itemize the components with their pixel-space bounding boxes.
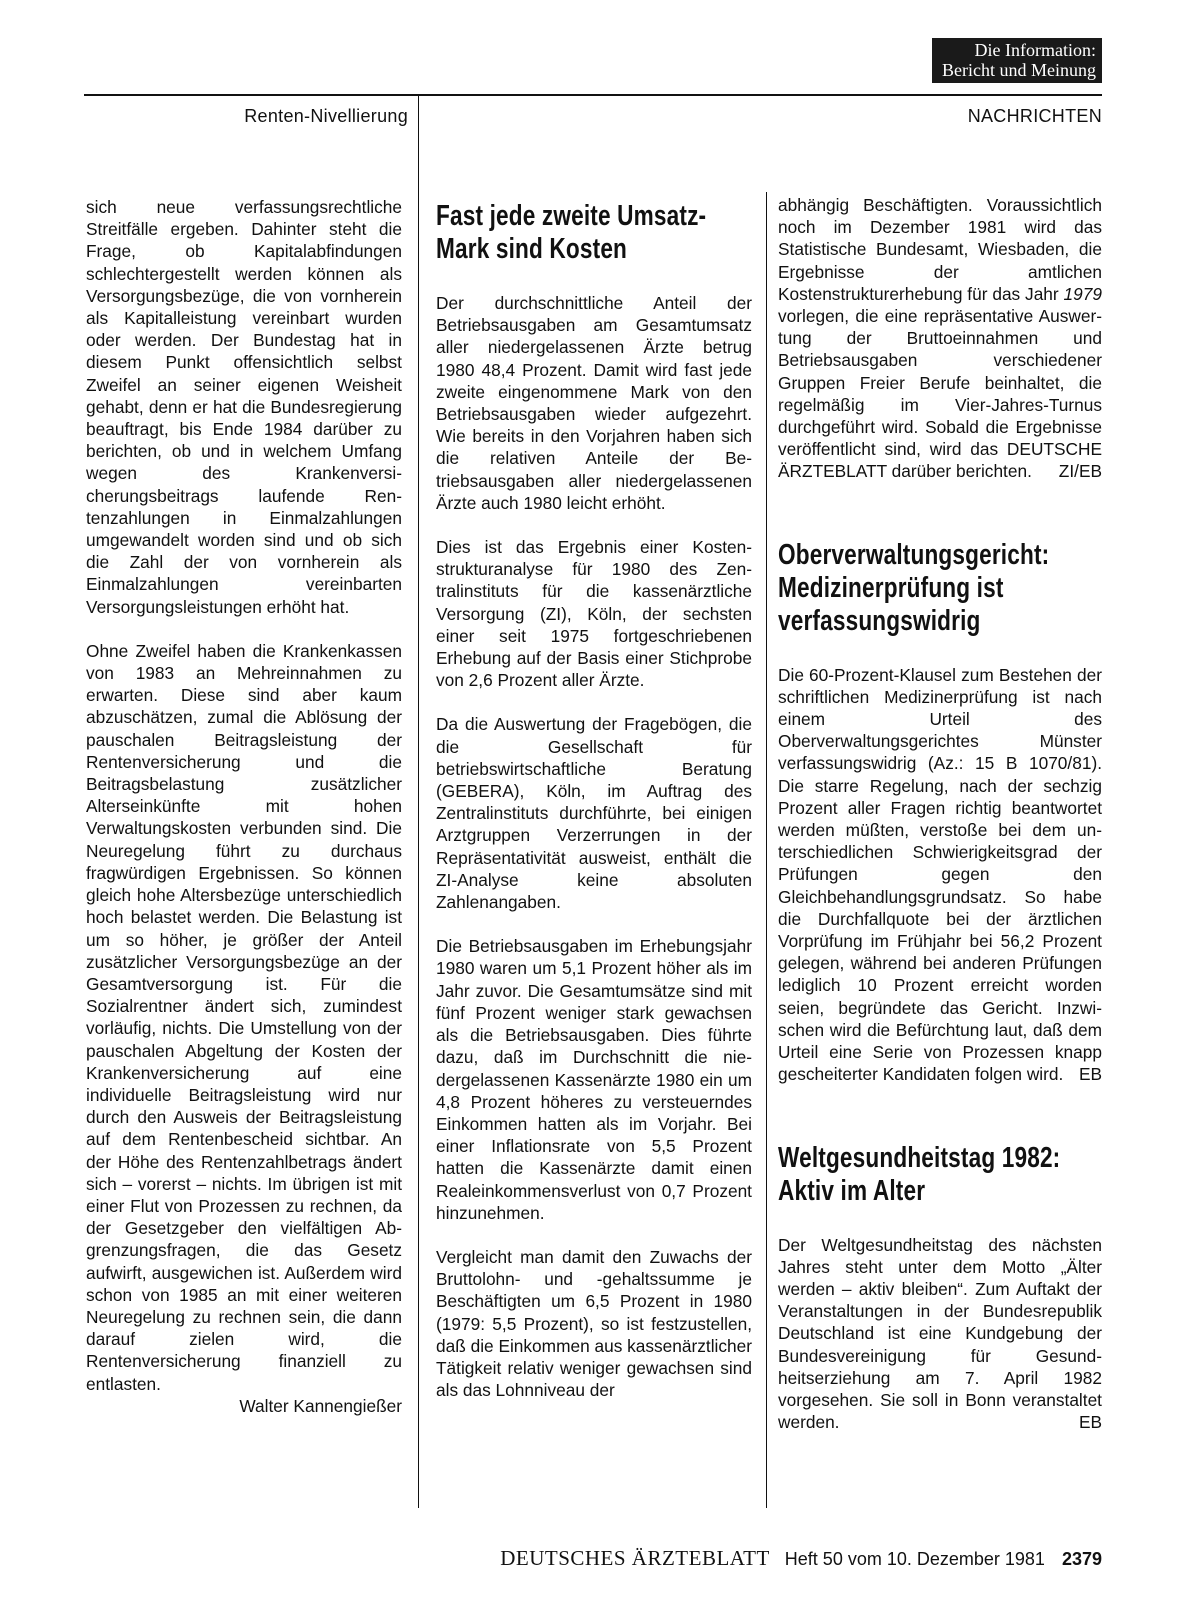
page-number: 2379 — [1061, 1549, 1102, 1569]
section-label-line2: Bericht und Meinung — [942, 60, 1096, 80]
col2-paragraph-3: Da die Auswertung der Fragebögen, die die Gesellschaft für betriebswirtschaftliche Beratung (GEBERA), Köln, im Auftrag des Zentralinstituts durchführte, bei einigen Arztgruppen Verzerrungen in der Repräsentativität ausweist, enthält die ZI-Analyse keine absoluten Zahlenangaben. — [436, 714, 752, 913]
footer-masthead: DEUTSCHES ÄRZTEBLATT — [500, 1546, 770, 1570]
section-label-line1: Die Information: — [974, 40, 1096, 60]
col1-paragraph-2: Ohne Zweifel haben die Krankenkassen von 1983 an Mehreinnahmen zu erwarten. Diese sind aber kaum abzuschätzen, zumal die Ablösung der pauschalen Beitragsleistung der Rentenversicherung und die Beitragsbelastung zusätzlicher Alterseinkünfte mit hohen Verwaltungskosten verbunden sind. Die Neuregelung führt zu durchaus fragwürdigen Ergebnissen. So können gleich hohe Altersbezüge unterschiedlich hoch belastet werden. Die Belastung ist um so höher, je größer der Anteil zusätzlicher Versorgungsbezüge an der Gesamtversorgung ist. Für die Sozialrentner ändert sich, zumindest vorläufig, nichts. Die Umstellung von der pauschalen Abgeltung der Kosten der Krankenversicherung auf eine individuelle Beitragsleistung wird nur durch den Ausweis der Beitragsleistung auf dem Rentenbescheid sichtbar. An der Höhe des Rentenzahlbetrags ändert sich – vorerst – nichts. Im übrigen ist mit einer Flut von Prozessen zu rechnen, da der Gesetzgeber den vielfältigen Abgrenzungsfragen, die das Gesetz aufwirft, ausgewichen ist. Außerdem wird schon von 1985 an mit einer weiteren Neuregelung zu rechnen sein, die dann darauf zielen wird, die Rentenversicherung finanziell zu entlasten. — [86, 640, 402, 1394]
column-1 — [86, 196, 402, 1417]
column-2 — [436, 194, 752, 1401]
page-footer — [0, 1546, 1102, 1571]
rubric-right: NACHRICHTEN — [967, 106, 1102, 126]
col1-paragraph-1: sich neue verfassungsrechtliche Streitfälle ergeben. Dahinter steht die Frage, ob Kapitalabfindungen schlechtergestellt werden können als Versorgungsbezüge, die von vornherein als Kapitalleistung vereinbart wurden oder werden. Der Bundestag hat in diesem Punkt offensichtlich selbst Zweifel an seiner eigenen Weisheit gehabt, denn er hat die Bundesregierung beauftragt, bis Ende 1984 darüber zu berichten, ob und in welchem Umfang wegen des Krankenversicherungsbeitrags laufende Rentenzahlungen in Einmalzahlungen umgewandelt worden sind und ob sich die Zahl der von vornherein als Einmalzahlungen vereinbarten Versorgungsleistungen erhöht hat. — [86, 197, 402, 617]
col2-paragraph-1: Der durchschnittliche Anteil der Betriebsausgaben am Gesamtumsatz aller niedergelassenen Ärzte betrug 1980 48,4 Prozent. Damit wird fast jede zweite eingenommene Mark von den Betriebsausgaben wieder aufgezehrt. Wie bereits in den Vorjahren haben sich die relativen Anteile der Betriebsausgaben aller niedergelassenen Ärzte auch 1980 leicht erhöht. — [436, 293, 752, 513]
footer-issue: Heft 50 vom 10. Dezember 1981 — [784, 1549, 1045, 1569]
top-rule — [84, 94, 1102, 96]
section-label — [932, 38, 1102, 83]
col3-p2-signature: EB — [1078, 1064, 1102, 1085]
column-3 — [778, 194, 1102, 1433]
article-headline-kosten: Fast jede zweite Umsatz-Mark sind Kosten — [436, 200, 707, 265]
rubric-left: Renten-Nivellierung — [244, 106, 408, 126]
col3-paragraph-2 — [778, 664, 1102, 1086]
col3-paragraph-3 — [778, 1234, 1102, 1434]
article-headline-ovg: Oberverwaltungsgericht: Medizinerprüfung ist verfassungswidrig — [778, 538, 1050, 637]
col3-p3-text: Der Weltgesundheitstag des nächsten Jahres steht unter dem Motto „Älter werden – aktiv bleiben“. Zum Auftakt der Veranstaltungen in der Bundesrepublik Deutschland ist eine Kundgebung der Bundesvereinigung für Gesundheitserziehung am 7. April 1982 vorgesehen. Sie soll in Bonn veranstaltet werden. — [778, 1234, 1102, 1433]
col3-p3-signature: EB — [1078, 1412, 1102, 1433]
column-divider-2 — [766, 192, 767, 1508]
col3-paragraph-1 — [778, 194, 1102, 483]
article-headline-weltgesundheitstag: Weltgesundheitstag 1982: Aktiv im Alter — [778, 1141, 1061, 1207]
col2-paragraph-2: Dies ist das Ergebnis einer Kostenstrukturanalyse für 1980 des Zentralinstituts für die kassenärztliche Versorgung (ZI), Köln, der sechsten einer seit 1975 fortgeschriebenen Erhebung auf der Basis einer Stichprobe von 2,6 Prozent aller Ärzte. — [436, 537, 752, 691]
col3-p1-signature: ZI/EB — [1058, 461, 1102, 482]
col3-p1-text-b: vorlegen, die eine repräsentative Auswertung der Bruttoeinnahmen und Betriebsausgaben verschiedener Gruppen Freier Berufe beinhaltet, die regelmäßig im Vier-Jahres-Turnus durchgeführt wird. Sobald die Ergebnisse veröffentlicht sind, wird das DEUTSCHE ÄRZTEBLATT darüber berichten. — [778, 306, 1102, 482]
col3-p1-year: 1979 — [1063, 283, 1102, 304]
col3-p1-text-a: abhängig Beschäftigten. Voraussichtlich noch im Dezember 1981 wird das Statistische Bundesamt, Wiesbaden, die Ergebnisse der amtlichen Kostenstrukturerhebung für das Jahr — [778, 195, 1102, 304]
col2-paragraph-4: Die Betriebsausgaben im Erhebungsjahr 1980 waren um 5,1 Prozent höher als im Jahr zuvor. Die Gesamtumsätze sind mit fünf Prozent weniger stark gewachsen als die Betriebsausgaben. Dies führte dazu, daß im Durchschnitt die niedergelassenen Kassenärzte 1980 ein um 4,8 Prozent höheres zu versteuerndes Einkommen hatten als im Vorjahr. Bei einer Inflationsrate von 5,5 Prozent hatten die Kassenärzte damit einen Realeinkommensverlust von 0,7 Prozent hinzunehmen. — [436, 936, 752, 1223]
author-byline: Walter Kannengießer — [239, 1395, 402, 1416]
col3-p2-text: Die 60-Prozent-Klausel zum Bestehen der schriftlichen Medizinerprüfung ist nach einem Urteil des Oberverwaltungsgerichtes Münster verfassungswidrig (Az.: 15 B 1070/81). Die starre Regelung, nach der sechzig Prozent aller Fragen richtig beantwortet werden müßten, verstoße bei dem unterschiedlichen Schwierigkeitsgrad der Prüfungen gegen den Gleichbehandlungsgrundsatz. So habe die Durchfallquote bei der ärztlichen Vorprüfung im Frühjahr bei 56,2 Prozent gelegen, während bei anderen Prüfungen lediglich 10 Prozent erreicht worden seien, begründete das Gericht. Inzwischen wird die Befürchtung laut, daß dem Urteil eine Serie von Prozessen knapp gescheiterter Kandidaten folgen wird. — [778, 664, 1102, 1085]
column-divider-1 — [418, 96, 419, 1508]
col2-paragraph-5: Vergleicht man damit den Zuwachs der Bruttolohn- und -gehaltssumme je Beschäftigten um 6,5 Prozent in 1980 (1979: 5,5 Prozent), so ist festzustellen, daß die Einkommen aus kassenärztlicher Tätigkeit relativ weniger gewachsen sind als das Lohnniveau der — [436, 1246, 753, 1401]
